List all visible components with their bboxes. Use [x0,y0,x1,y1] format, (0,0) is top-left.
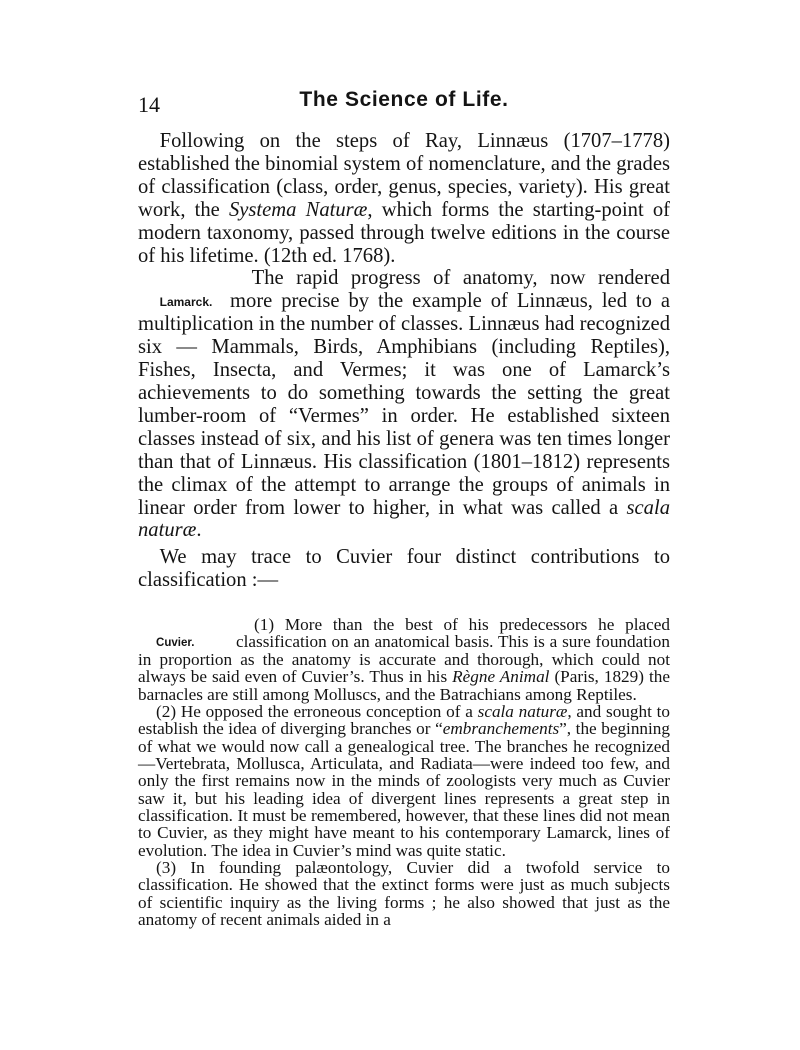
paragraph-contribution-1 [138,616,670,703]
italic-term: scala naturæ [477,701,568,721]
page-header [138,86,670,120]
margin-note-cuvier-box [138,616,236,650]
text-run: (Paris, 1829) the barnacles are still among Molluscs, and the Batrachians among Reptiles. [138,667,670,704]
margin-note-lamarck: Lamarck. [159,295,213,310]
italic-title: Règne Animal [452,667,550,687]
text-run: . [196,519,202,542]
text-run: We may trace to Cuvier four distinct contributions to classification :— [138,546,670,592]
margin-note-cuvier: Cuvier. [156,637,195,650]
text-run: (1) More than the best of his predecessors he placed classification on an anatomical basis. This is a sure foundation in proportion as the anatomy is accurate and thorough, which could not always be said even of Cuvier’s. Thus in his [138,615,670,687]
paragraph-contribution-3 [138,859,670,928]
text-run: The rapid progress of anatomy, now rendered more precise by the example of Linnæus, led to a multiplication in the number of classes. Linnæus had recognized six — Mammals, Birds, Amphibians (including Reptiles), Fishes, Insecta, and Vermes; it was one of Lamarck’s achievements to do something towards the setting the great lumber-room of “Vermes” in order. He established sixteen classes instead of six, and his list of genera was ten times longer than that of Linnæus. His classification (1801–1812) represents the climax of the attempt to arrange the groups of animals in linear order from lower to higher, in what was called a [138,267,670,519]
italic-term: scala naturæ [138,496,670,542]
paragraph-linnaeus [138,130,670,267]
text-run: ”, the beginning of what we would now call a genealogical tree. The branches he recognized—Vertebrata, Mollusca, Articulata, and Radiata—were indeed too few, and only the first remains now in the minds of zoologists very much as Cuvier saw it, but his leading idea of divergent lines represents a great step in classification. It must be remembered, however, that these lines did not mean to Cuvier, as they might have meant to his contemporary Lamarck, lines of evolution. The idea in Cuvier’s mind was quite static. [138,719,670,860]
italic-term: embranchements [442,719,560,739]
spacer [138,592,670,616]
page-body [138,130,670,928]
text-run: Following on the steps of Ray, Linnæus (1707–1778) established the binomial system of nomenclature, and the grades of classification (class, order, genus, species, variety). His great work, the [138,130,670,221]
page-number: 14 [138,92,160,117]
text-run: , and sought to establish the idea of diverging branches or “ [138,701,670,739]
italic-title: Systema Naturæ [228,198,368,221]
text-run: (3) In founding palæontology, Cuvier did a twofold service to classification. He showed that the extinct forms were just as much subjects of scientific inquiry as the living forms ; he also showed that just as the anatomy of recent animals aided in a [138,857,670,929]
margin-note-lamarck-box [138,267,230,311]
text-run: (2) He opposed the erroneous conception of a [156,701,478,721]
running-title: The Science of Life. [299,88,509,111]
paragraph-anatomy-lamarck [138,267,670,542]
paragraph-cuvier-intro [138,546,670,592]
text-run: , which forms the starting-point of modern taxonomy, passed through twelve editions in the course of his lifetime. (12th ed. 1768). [138,198,670,267]
paragraph-contribution-2 [138,703,670,859]
